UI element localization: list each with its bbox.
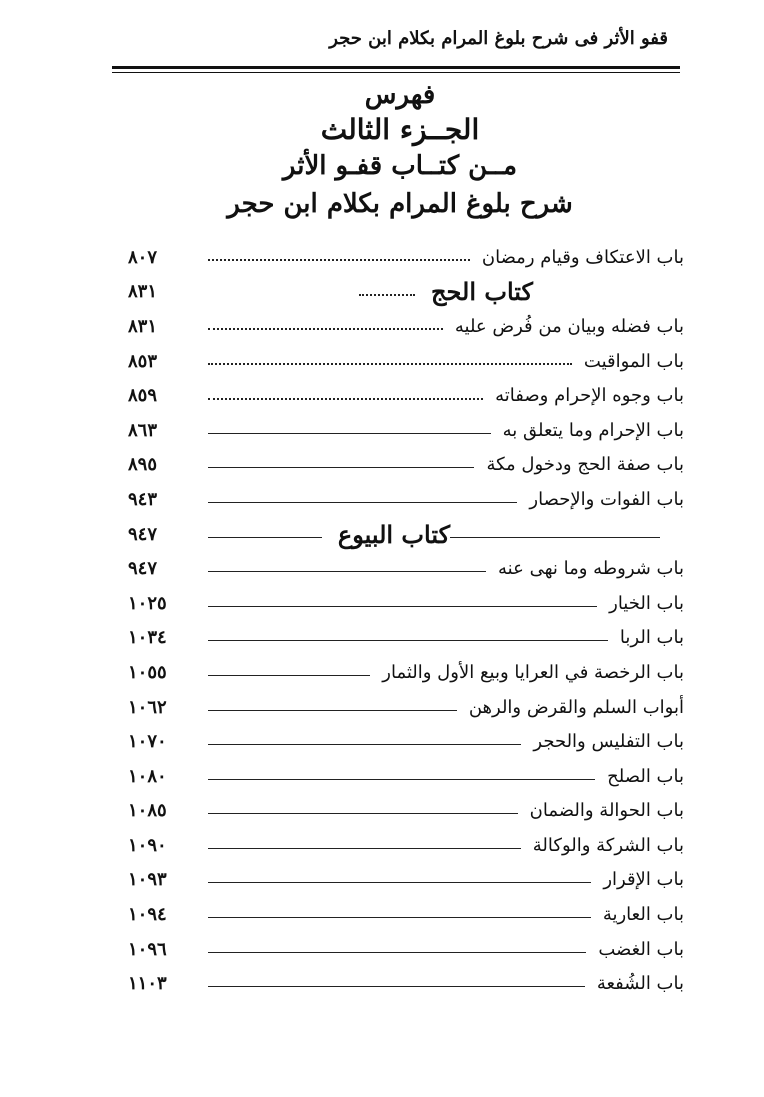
toc-entry-label: باب الفوات والإحصار	[529, 488, 684, 510]
leader-line	[208, 328, 443, 330]
toc-heading-label: كتاب الحج	[431, 277, 533, 307]
table-of-contents	[128, 240, 684, 1001]
index-title: فهرس	[364, 80, 436, 110]
toc-entry-page: ٨٥٣	[128, 350, 158, 372]
toc-entry-label: باب وجوه الإحرام وصفاته	[495, 385, 684, 407]
toc-entry-label: باب الإحرام وما يتعلق به	[502, 419, 684, 441]
toc-entry[interactable]	[128, 586, 684, 621]
toc-entry-label: أبواب السلم والقرض والرهن	[468, 696, 684, 718]
toc-entry-label: باب الشُفعة	[596, 973, 684, 995]
toc-entry[interactable]	[128, 863, 684, 898]
toc-entry-label: باب المواقيت	[583, 350, 684, 372]
header-rule-thin	[112, 72, 680, 73]
toc-entry-label: باب الصلح	[607, 765, 684, 787]
toc-entry-page: ٩٤٧	[128, 558, 158, 580]
toc-entry[interactable]	[128, 828, 684, 863]
toc-entry-page: ٨٥٩	[128, 385, 158, 407]
header-rule-thick	[112, 66, 680, 69]
leader-line	[450, 537, 660, 538]
toc-entry-page: ٩٤٣	[128, 488, 158, 510]
leader-line	[208, 917, 591, 918]
toc-entry-page: ٨٣١	[128, 281, 158, 303]
title-block	[180, 78, 620, 224]
toc-entry-label: باب التفليس والحجر	[533, 731, 684, 753]
leader-line	[208, 848, 521, 849]
leader-line	[208, 398, 483, 400]
toc-heading-label: كتاب البيوع	[337, 519, 450, 549]
leader-line	[208, 363, 572, 365]
toc-entry[interactable]	[128, 413, 684, 448]
toc-entry-label: باب العارية	[602, 904, 684, 926]
leader-line	[208, 813, 518, 814]
leader-line	[208, 675, 370, 676]
toc-entry[interactable]	[128, 621, 684, 656]
toc-entry[interactable]	[128, 966, 684, 1001]
toc-section-heading[interactable]	[128, 517, 684, 552]
toc-entry-page: ١٠٢٥	[128, 592, 167, 614]
toc-entry-page: ٨٠٧	[128, 246, 158, 268]
toc-entry-page: ٨٩٥	[128, 454, 158, 476]
book-title: مــن كتــاب قفـو الأثر	[282, 151, 518, 181]
toc-entry-label: باب فضله وبيان من فُرض عليه	[454, 315, 684, 337]
leader-line	[359, 294, 415, 296]
toc-entry-page: ٨٣١	[128, 315, 158, 337]
toc-entry-label: باب الاعتكاف وقيام رمضان	[481, 246, 684, 268]
toc-entry[interactable]	[128, 724, 684, 759]
toc-entry-label: باب الغضب	[598, 938, 684, 960]
toc-entry-label: باب الخيار	[609, 592, 684, 614]
toc-entry[interactable]	[128, 378, 684, 413]
toc-entry[interactable]	[128, 344, 684, 379]
toc-entry-label: باب صفة الحج ودخول مكة	[486, 454, 684, 476]
toc-entry[interactable]	[128, 794, 684, 829]
toc-entry[interactable]	[128, 655, 684, 690]
toc-entry-label: باب الإقرار	[603, 869, 684, 891]
toc-entry-label: باب الشركة والوكالة	[532, 834, 684, 856]
toc-entry-page: ١٠٩٠	[128, 834, 167, 856]
toc-entry-page: ١٠٣٤	[128, 627, 167, 649]
toc-entry[interactable]	[128, 932, 684, 967]
leader-line	[208, 744, 521, 745]
leader-line	[208, 571, 486, 572]
toc-entry-page: ١٠٩٣	[128, 869, 167, 891]
toc-entry[interactable]	[128, 759, 684, 794]
leader-line	[208, 986, 585, 987]
leader-line	[208, 952, 586, 953]
toc-entry[interactable]	[128, 482, 684, 517]
toc-entry-page: ٨٦٣	[128, 419, 158, 441]
toc-entry-page: ١٠٦٢	[128, 696, 167, 718]
toc-entry[interactable]	[128, 551, 684, 586]
toc-entry-page: ٩٤٧	[128, 523, 158, 545]
toc-entry-page: ١٠٩٤	[128, 904, 167, 926]
toc-entry[interactable]	[128, 240, 684, 275]
toc-entry-label: باب الرخصة في العرايا وبيع الأول والثمار	[382, 661, 684, 683]
leader-line	[208, 640, 608, 641]
leader-line	[208, 710, 457, 711]
toc-entry-page: ١٠٧٠	[128, 731, 167, 753]
leader-line	[208, 433, 491, 434]
leader-line	[208, 467, 474, 468]
volume-title: الجــزء الثالث	[320, 113, 480, 146]
toc-entry[interactable]	[128, 448, 684, 483]
toc-entry-page: ١٠٨٠	[128, 765, 167, 787]
toc-entry-page: ١١٠٣	[128, 973, 167, 995]
toc-entry-label: باب الربا	[619, 627, 684, 649]
toc-entry-page: ١٠٥٥	[128, 661, 167, 683]
toc-entry-page: ١٠٩٦	[128, 938, 167, 960]
leader-line	[208, 606, 597, 607]
leader-line	[208, 502, 517, 503]
toc-entry[interactable]	[128, 309, 684, 344]
toc-entry[interactable]	[128, 897, 684, 932]
toc-entry-label: باب الحوالة والضمان	[529, 800, 684, 822]
leader-line	[208, 779, 595, 780]
toc-entry[interactable]	[128, 690, 684, 725]
toc-entry-page: ١٠٨٥	[128, 800, 167, 822]
leader-line	[208, 259, 470, 261]
leader-line	[208, 537, 322, 538]
toc-section-heading[interactable]	[128, 275, 684, 310]
running-header: قفو الأثر فى شرح بلوغ المرام بكلام ابن حجر	[329, 28, 668, 49]
book-subtitle: شرح بلوغ المرام بكلام ابن حجر	[227, 189, 573, 219]
toc-entry-label: باب شروطه وما نهى عنه	[498, 558, 684, 580]
leader-line	[208, 882, 591, 883]
